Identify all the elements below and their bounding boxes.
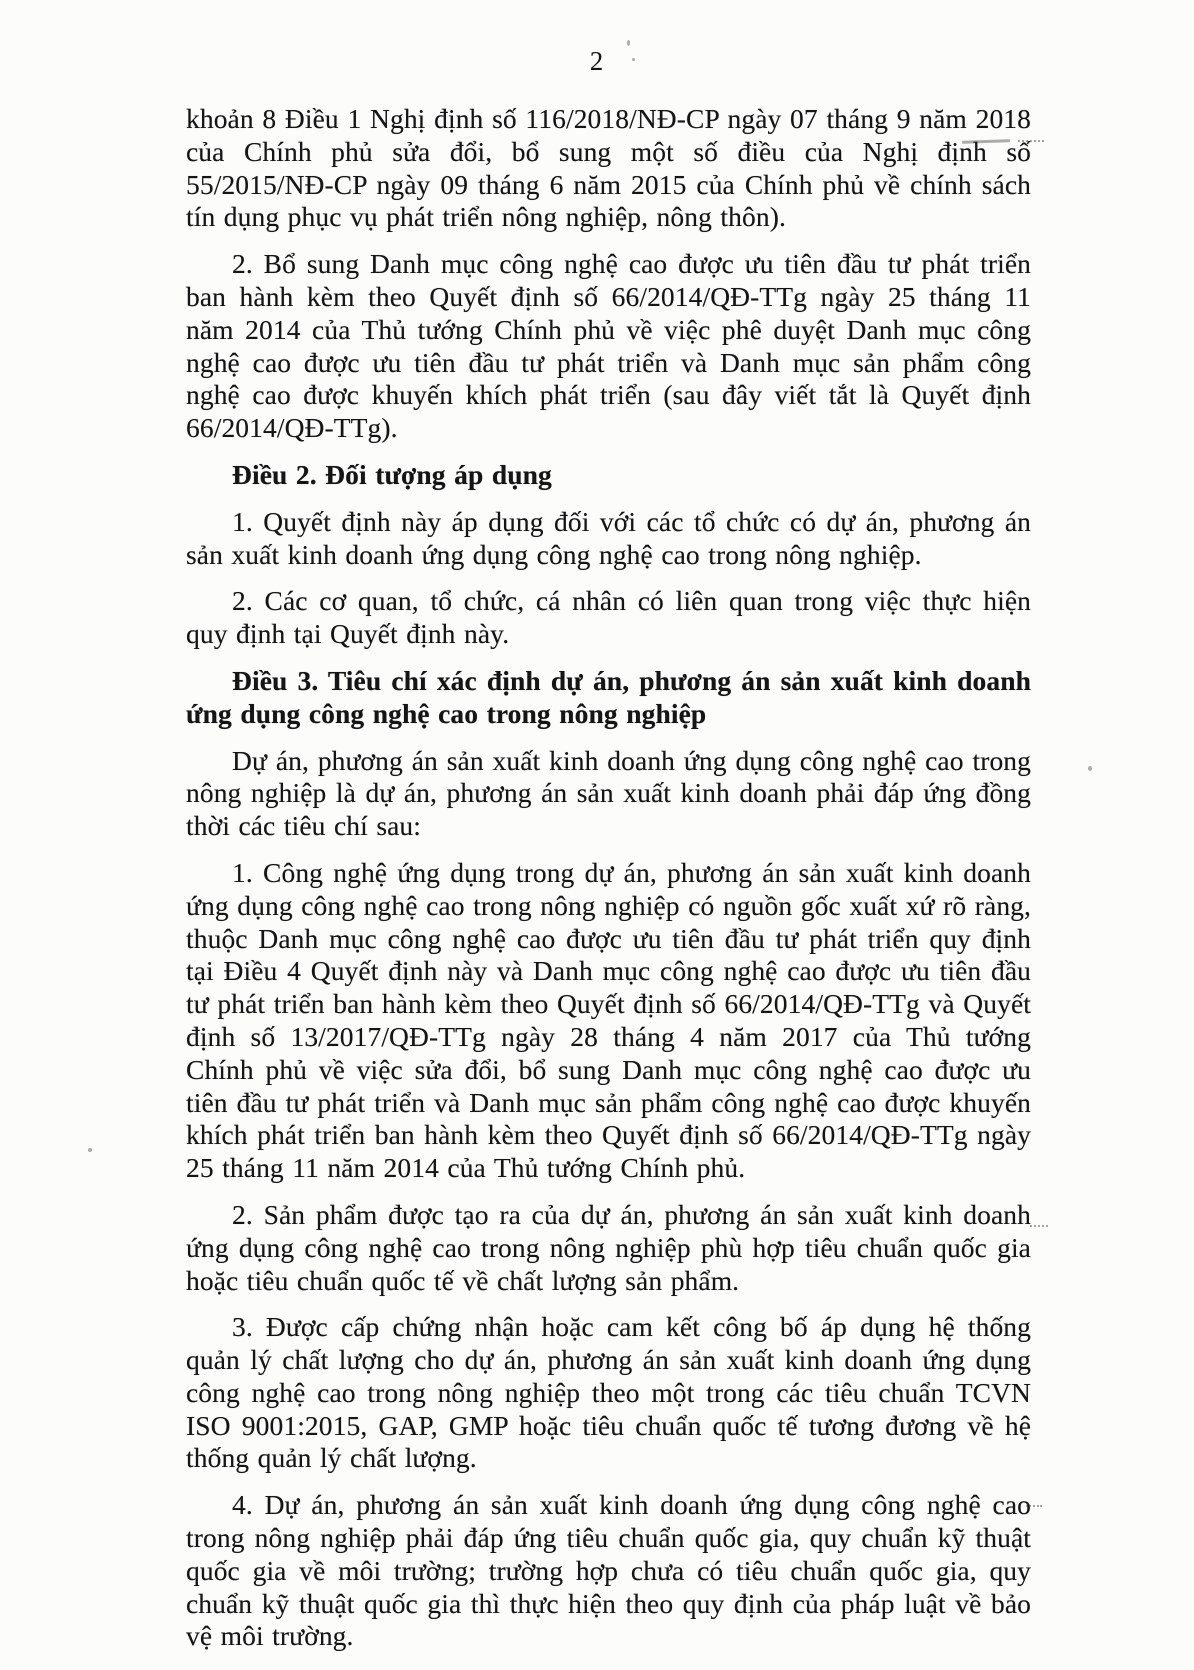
scan-artifact (1088, 766, 1092, 771)
article-2-clause-1: 1. Quyết định này áp dụng đối với các tổ chức có dự án, phương án sản xuất kinh doanh ứng dụng công nghệ cao trong nông nghiệp. (186, 505, 1031, 570)
scan-artifact (1030, 1222, 1048, 1227)
heading-article-2: Điều 2. Đối tượng áp dụng (232, 458, 552, 490)
article-2-clause-2: 2. Các cơ quan, tổ chức, cá nhân có liên quan trong việc thực hiện quy định tại Quyết định này. (186, 585, 1031, 650)
article-3-clause-4: 4. Dự án, phương án sản xuất kinh doanh ứng dụng công nghệ cao trong nông nghiệp phải đáp ứng tiêu chuẩn quốc gia, quy chuẩn kỹ thuật quốc gia về môi trường; trường hợp chưa có tiêu chuẩn quốc gia, quy chuẩn kỹ thuật quốc gia thì thực hiện theo quy định của pháp luật về bảo vệ môi trường. (186, 1489, 1031, 1652)
page-number: 2 (589, 46, 605, 76)
paragraph-item-2-supplement: 2. Bổ sung Danh mục công nghệ cao được ưu tiên đầu tư phát triển ban hành kèm theo Quyết định số 66/2014/QĐ-TTg ngày 25 tháng 11 năm 2014 của Thủ tướng Chính phủ về việc phê duyệt Danh mục công nghệ cao được ưu tiên đầu tư phát triển và Danh mục sản phẩm công nghệ cao được khuyến khích phát triển (sau đây viết tắt là Quyết định 66/2014/QĐ-TTg). (186, 248, 1031, 444)
article-3-clause-3: 3. Được cấp chứng nhận hoặc cam kết công bố áp dụng hệ thống quản lý chất lượng cho dự án, phương án sản xuất kinh doanh ứng dụng công nghệ cao trong nông nghiệp theo một trong các tiêu chuẩn TCVN ISO 9001:2015, GAP, GMP hoặc tiêu chuẩn quốc tế tương đương về hệ thống quản lý chất lượng. (186, 1311, 1031, 1474)
article-3-clause-1: 1. Công nghệ ứng dụng trong dự án, phương án sản xuất kinh doanh ứng dụng công nghệ cao trong nông nghiệp có nguồn gốc xuất xứ rõ ràng, thuộc Danh mục công nghệ cao được ưu tiên đầu tư phát triển quy định tại Điều 4 Quyết định này và Danh mục công nghệ cao được ưu tiên đầu tư phát triển ban hành kèm theo Quyết định số 66/2014/QĐ-TTg và Quyết định số 13/2017/QĐ-TTg ngày 28 tháng 4 năm 2017 của Thủ tướng Chính phủ về việc sửa đổi, bổ sung Danh mục công nghệ cao được ưu tiên đầu tư phát triển và Danh mục sản phẩm công nghệ cao được khuyến khích phát triển ban hành kèm theo Quyết định số 66/2014/QĐ-TTg ngày 25 tháng 11 năm 2014 của Thủ tướng Chính phủ. (186, 856, 1031, 1184)
document-body (186, 103, 1031, 1667)
scan-artifact (88, 1148, 92, 1152)
heading-article-3: Điều 3. Tiêu chí xác định dự án, phương án sản xuất kinh doanh ứng dụng công nghệ cao trong nông nghiệp (186, 664, 1031, 729)
article-3-intro: Dự án, phương án sản xuất kinh doanh ứng dụng công nghệ cao trong nông nghiệp là dự án, phương án sản xuất kinh doanh phải đáp ứng đồng thời các tiêu chí sau: (186, 744, 1031, 842)
article-3-clause-2: 2. Sản phẩm được tạo ra của dự án, phương án sản xuất kinh doanh ứng dụng công nghệ cao trong nông nghiệp phù hợp tiêu chuẩn quốc gia hoặc tiêu chuẩn quốc tế về chất lượng sản phẩm. (186, 1198, 1031, 1296)
paragraph-continuation: khoản 8 Điều 1 Nghị định số 116/2018/NĐ-CP ngày 07 tháng 9 năm 2018 của Chính phủ sửa đổi, bổ sung một số điều của Nghị định số 55/2015/NĐ-CP ngày 09 tháng 6 năm 2015 của Chính phủ về chính sách tín dụng phục vụ phát triển nông nghiệp, nông thôn). (186, 103, 1031, 233)
